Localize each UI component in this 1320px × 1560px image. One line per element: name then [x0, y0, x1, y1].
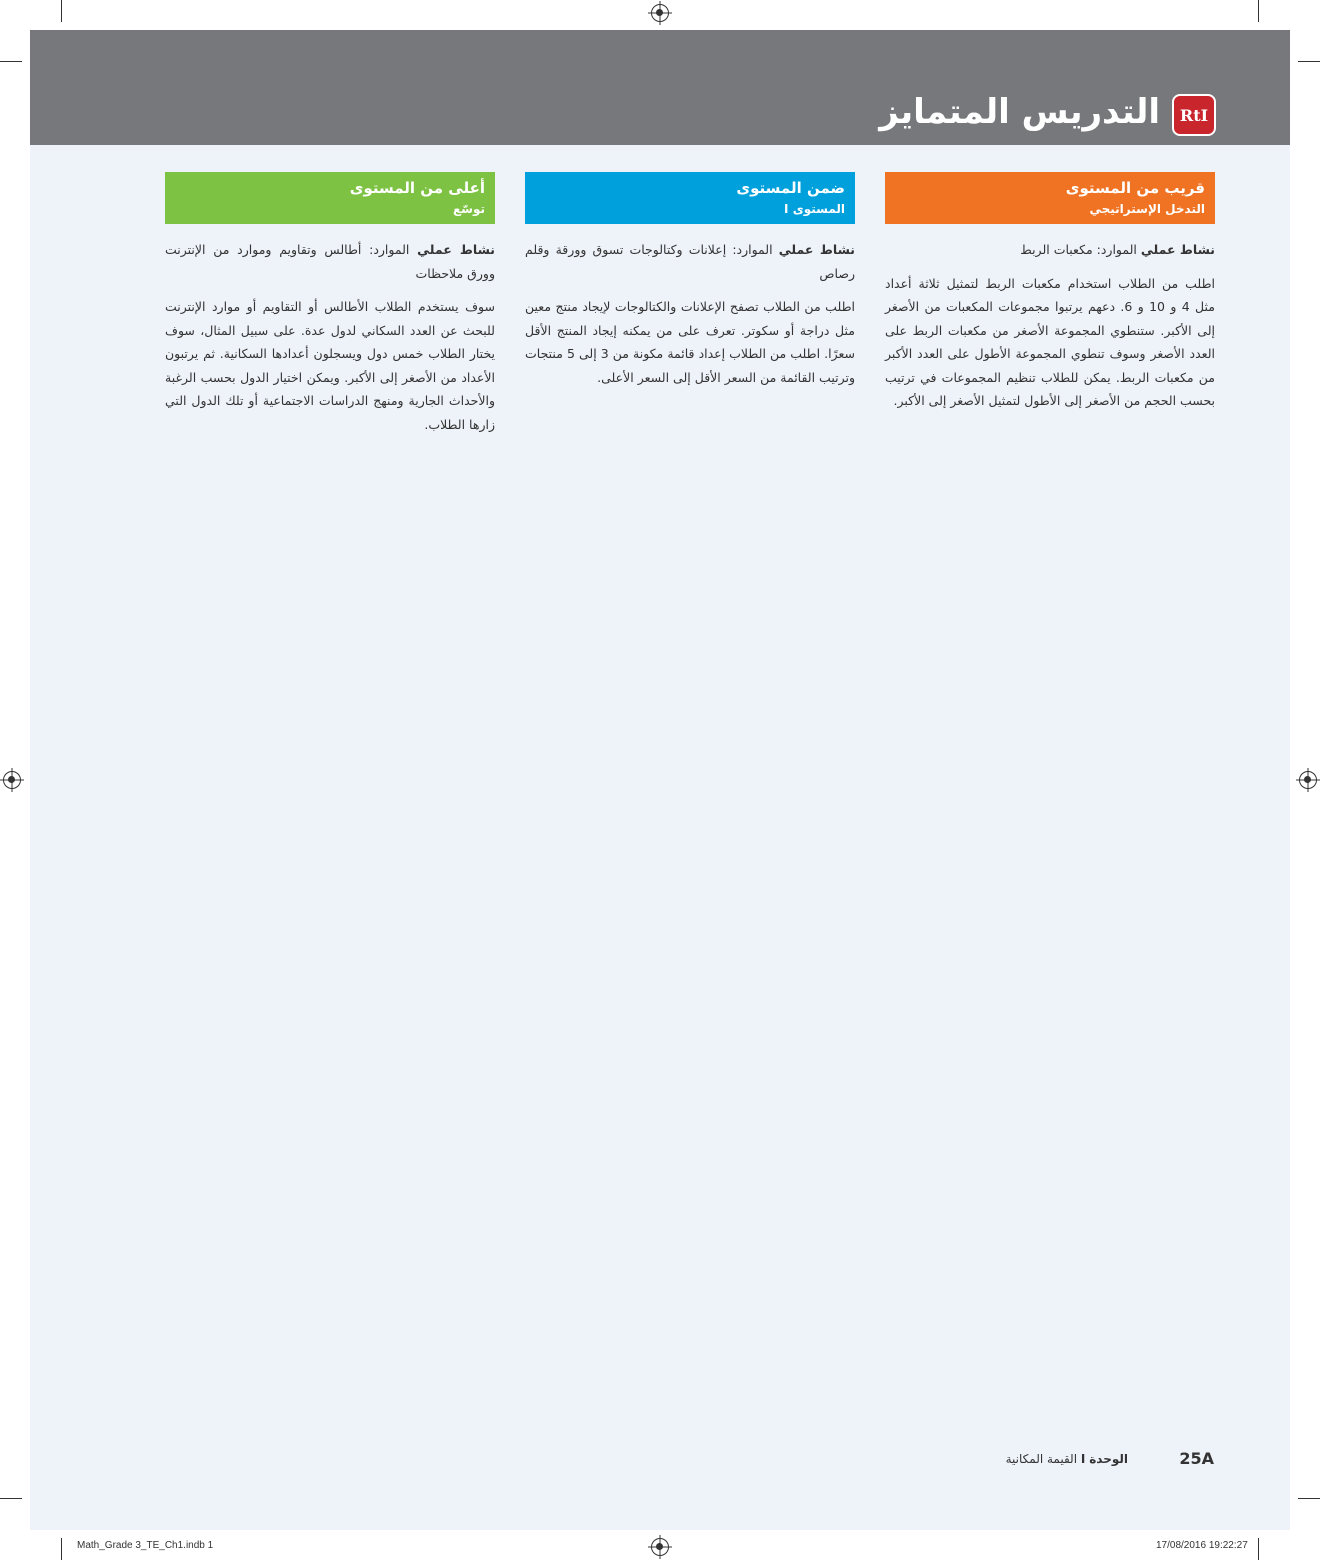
activity-description: اطلب من الطلاب تصفح الإعلانات والكتالوجات لإيجاد منتج معين مثل دراجة أو سكوتر. تعرف على من يمكنه إيجاد المنتج الأقل سعرًا. اطلب من الطلاب إعداد قائمة مكونة من 3 إلى 5 منتجات وترتيب القائمة من السعر الأقل إلى السعر الأعلى. — [525, 299, 855, 385]
crop-mark — [1298, 1498, 1320, 1499]
column-title: قريب من المستوى — [1065, 179, 1205, 197]
activity-description: اطلب من الطلاب استخدام مكعبات الربط لتمثيل ثلاثة أعداد مثل 4 و 10 و 6. دعهم يرتبوا مجموعات المكعبات من الأصغر إلى الأكبر. ستنطوي المجموعة الأصغر من مكعبات الربط على العدد الأصغر وسوف تنطوي المجموعة الأطول على العدد الأكبر من مكعبات الربط. يمكن للطلاب تنظيم المجموعات في ترتيب بحسب الحجم من الأصغر إلى الأطول لتمثيل الأصغر إلى الأكبر. — [885, 275, 1215, 408]
column-subtitle: التدخل الإستراتيجي — [1089, 202, 1205, 216]
column-header — [525, 172, 855, 224]
registration-mark-icon — [1299, 771, 1317, 789]
materials-line — [525, 238, 855, 285]
column-title: ضمن المستوى — [736, 179, 845, 197]
column-body — [885, 224, 1215, 413]
materials-line — [885, 238, 1215, 262]
registration-mark-icon — [651, 4, 669, 22]
footer-lesson-title: القيمة المكانية — [1005, 1452, 1078, 1466]
crop-mark — [0, 1498, 22, 1499]
column-beyond — [165, 172, 495, 446]
crop-mark — [1258, 0, 1259, 22]
footer-lesson-label — [1006, 1452, 1128, 1466]
materials-text: الموارد: مكعبات الربط — [1020, 242, 1137, 257]
rti-logo: RtI — [1172, 94, 1216, 136]
column-title: أعلى من المستوى — [349, 179, 485, 197]
column-body — [165, 224, 495, 436]
materials-line — [165, 238, 495, 285]
materials-text: الموارد: إعلانات وكتالوجات تسوق وورقة وقلم رصاص — [525, 242, 855, 281]
crop-mark — [1258, 1538, 1259, 1560]
page-title: التدريس المتمايز — [879, 92, 1160, 132]
crop-mark — [0, 61, 22, 62]
registration-mark-icon — [651, 1538, 669, 1556]
materials-text: الموارد: أطالس وتقاويم وموارد من الإنترنت وورق ملاحظات — [165, 242, 495, 281]
header-banner — [30, 30, 1290, 145]
activity-description: سوف يستخدم الطلاب الأطالس أو التقاويم أو موارد الإنترنت للبحث عن العدد السكاني لدول عدة. على سبيل المثال، سوف يختار الطلاب خمس دول ويسجلون أعدادها السكانية. ثم يرتبون الأعداد من الأصغر إلى الأكبر. ويمكن اختيار الدول بحسب الرغبة والأحداث الجارية ومنهج الدراسات الاجتماعية أو تلك الدول التي زارها الطلاب. — [165, 299, 495, 432]
crop-mark — [61, 0, 62, 22]
registration-mark-icon — [3, 771, 21, 789]
activity-lead: نشاط عملي — [1140, 242, 1215, 257]
page-sheet — [30, 30, 1290, 1530]
column-body — [525, 224, 855, 389]
column-approaching — [885, 172, 1215, 423]
footer-separator: I — [1080, 1452, 1086, 1466]
activity-lead: نشاط عملي — [778, 242, 855, 257]
slug-datetime: 17/08/2016 19:22:27 — [1156, 1540, 1248, 1551]
slug-file: Math_Grade 3_TE_Ch1.indb 1 — [77, 1540, 214, 1551]
column-on-level — [525, 172, 855, 399]
crop-mark — [1298, 61, 1320, 62]
column-subtitle: توسّع — [452, 202, 485, 216]
activity-lead: نشاط عملي — [417, 242, 495, 257]
footer-unit: الوحدة — [1089, 1452, 1128, 1466]
column-header — [165, 172, 495, 224]
column-header — [885, 172, 1215, 224]
column-subtitle: المستوى I — [784, 202, 845, 216]
page-number: 25A — [1179, 1449, 1214, 1468]
crop-mark — [61, 1538, 62, 1560]
